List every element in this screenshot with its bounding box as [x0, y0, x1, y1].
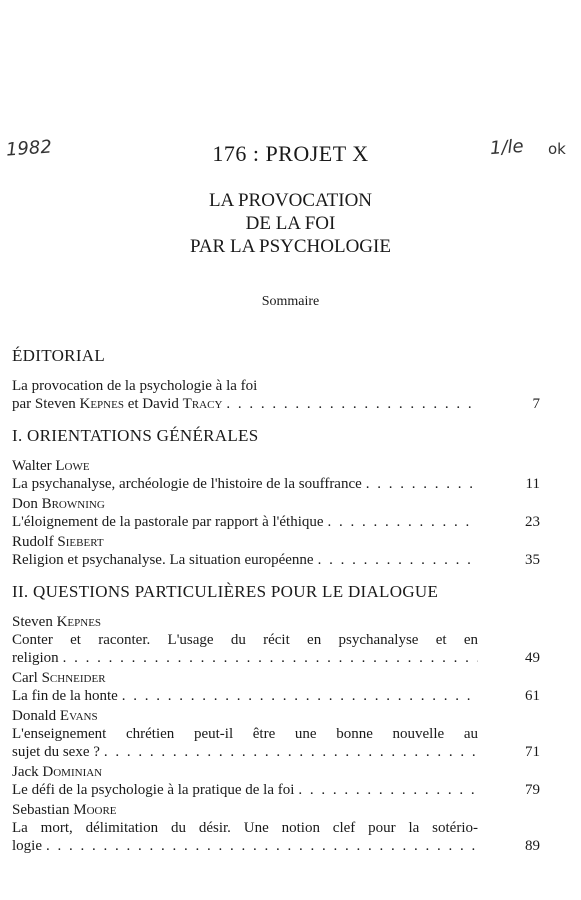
- dot-leader: [46, 837, 478, 855]
- page-number: 35: [525, 552, 540, 568]
- handwritten-year-annotation: 1982: [5, 136, 53, 161]
- handwritten-ok-annotation: ok: [548, 140, 566, 158]
- toc-entry-title: Religion et psychanalyse. La situation européenne: [12, 552, 314, 568]
- toc-entry-title: La provocation de la psychologie à la foi: [12, 378, 258, 394]
- toc-entry-title: La fin de la honte: [12, 688, 118, 704]
- author-name: Don Browning: [12, 496, 105, 512]
- dot-leader: [226, 395, 478, 413]
- toc-entry: [12, 837, 540, 855]
- toc-entry-title-line: Conter et raconter. L'usage du récit en psychanalyse et en: [12, 632, 478, 648]
- toc-entry: [12, 743, 540, 761]
- toc-entry-title: logie: [12, 838, 42, 854]
- author-name: Donald Evans: [12, 708, 98, 724]
- issue-title: 176 : PROJET X: [212, 141, 369, 166]
- dot-leader: [104, 743, 478, 761]
- author-name: Sebastian Moore: [12, 802, 117, 818]
- toc-entry-authors: par Steven Kepnes et David Tracy: [12, 396, 223, 412]
- toc-entry: [12, 687, 540, 705]
- page-number: 23: [525, 514, 540, 530]
- dot-leader: [63, 649, 478, 667]
- dot-leader: [318, 551, 478, 569]
- main-title-line-2: DE LA FOI: [245, 213, 336, 234]
- sommaire-heading: Sommaire: [261, 294, 320, 309]
- toc-entry-title: L'éloignement de la pastorale par rapport à l'éthique: [12, 514, 324, 530]
- toc-entry: [12, 781, 540, 799]
- author-name: Carl Schneider: [12, 670, 106, 686]
- handwritten-right-annotation: 1/le: [489, 135, 525, 160]
- page-number: 79: [525, 782, 540, 798]
- main-title-line-3: PAR LA PSYCHOLOGIE: [190, 236, 391, 257]
- page-number: 49: [525, 650, 540, 666]
- dot-leader: [298, 781, 478, 799]
- toc-entry-title: sujet du sexe ?: [12, 744, 100, 760]
- author-name: Rudolf Siebert: [12, 534, 104, 550]
- toc-entry: [12, 649, 540, 667]
- toc-entry: [12, 551, 540, 569]
- author-name: Jack Dominian: [12, 764, 103, 780]
- page-number: 89: [525, 838, 540, 854]
- section-heading-questions: II. QUESTIONS PARTICULIÈRES POUR LE DIALOGUE: [12, 582, 439, 601]
- page-number: 61: [525, 688, 540, 704]
- toc-entry: [12, 475, 540, 493]
- page-number: 7: [532, 396, 540, 412]
- section-heading-editorial: ÉDITORIAL: [12, 346, 106, 365]
- toc-entry-title-line: La mort, délimitation du désir. Une notion clef pour la sotério-: [12, 820, 478, 836]
- page-number: 11: [525, 476, 540, 492]
- author-name: Steven Kepnes: [12, 614, 102, 630]
- toc-entry-byline: [12, 395, 540, 413]
- dot-leader: [122, 687, 478, 705]
- page-number: 71: [525, 744, 540, 760]
- toc-entry-title: Le défi de la psychologie à la pratique de la foi: [12, 782, 295, 798]
- toc-entry-title: religion: [12, 650, 59, 666]
- section-heading-orientations: I. ORIENTATIONS GÉNÉRALES: [12, 426, 259, 445]
- main-title-line-1: LA PROVOCATION: [208, 190, 373, 211]
- toc-entry-title-line: L'enseignement chrétien peut-il être une bonne nouvelle au: [12, 726, 478, 742]
- table-of-contents: [12, 345, 540, 855]
- toc-entry-title: La psychanalyse, archéologie de l'histoire de la souffrance: [12, 476, 362, 492]
- dot-leader: [328, 513, 478, 531]
- main-title: [0, 189, 581, 258]
- dot-leader: [366, 475, 478, 493]
- author-name: Walter Lowe: [12, 458, 90, 474]
- toc-entry: [12, 513, 540, 531]
